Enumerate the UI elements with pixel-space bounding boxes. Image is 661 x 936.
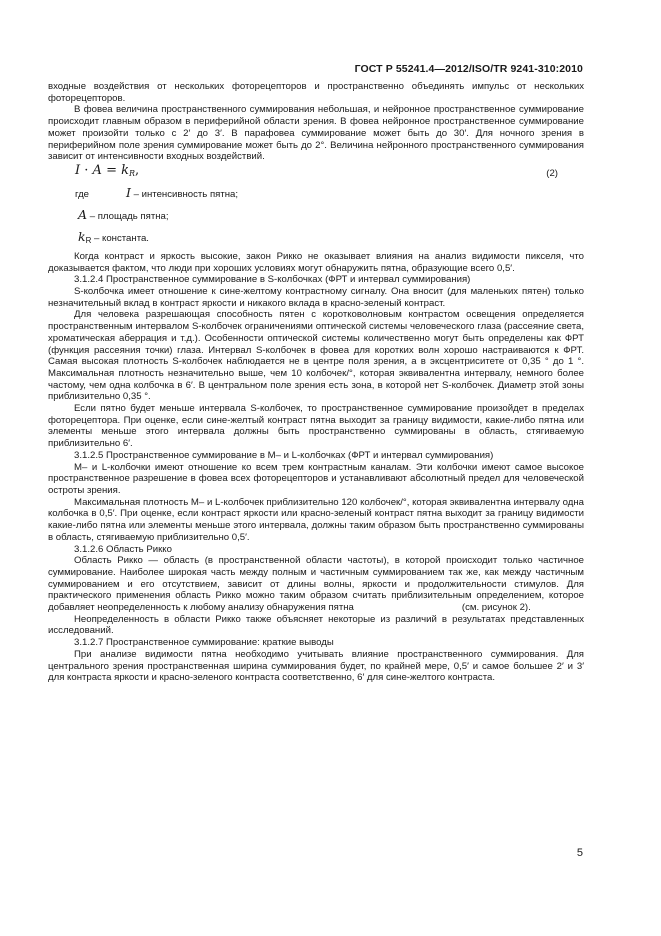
paragraph: Если пятно будет меньше интервала S-колбочек, то пространственное суммирование произойдет в пределах фоторецептора. При оценке, если сине-желтый контраст пятна выходит за границу видимости, какие-либо пятна или элементы меньше этого интервала должны быть пространственно суммированы в область, стягиваемую приблизительно 6′. xyxy=(48,403,584,450)
paragraph: Неопределенность в области Рикко также объясняет некоторые из различий в результатах представленных исследований. xyxy=(48,613,584,637)
where-label: где xyxy=(75,188,90,200)
paragraph: M– и L-колбочки имеют отношение ко всем трем контрастным каналам. Эти колбочки имеют самое высокое пространственное разрешение в фовеа всех фоторецепторов и устанавливают абсолютный предел для человеческой остроты зрения. xyxy=(48,461,584,496)
equation-formula: $I \cdot A = k_R$, xyxy=(75,162,140,178)
paragraph: S-колбочка имеет отношение к сине-желтому контрастному сигналу. Она вносит (для маленьких пятен) только незначительный вклад в контраст яркости и никакого вклада в красно-зеленый контраст. xyxy=(48,286,584,309)
equation-number: (2) xyxy=(546,167,558,179)
document-body xyxy=(48,81,584,684)
definition-constant: $k_R$ – константа. xyxy=(78,228,149,245)
equation-2 xyxy=(48,163,584,185)
definition-area: A – площадь пятна; xyxy=(78,206,169,222)
section-heading-3-1-2-4: 3.1.2.4 Пространственное суммирование в S-колбочках (ФРТ и интервал суммирования) xyxy=(74,274,471,286)
paragraph: Когда контраст и яркость высокие, закон Рикко не оказывает влияния на анализ видимости пикселя, что доказывается фактом, что люди при хороших условиях могут обнаружить пятна, образующие всего 0,5′. xyxy=(48,250,584,274)
section-heading-3-1-2-5: 3.1.2.5 Пространственное суммирование в M– и L-колбочках (ФРТ и интервал суммирования) xyxy=(74,449,494,461)
section-heading-3-1-2-7: 3.1.2.7 Пространственное суммирование: краткие выводы xyxy=(74,637,334,649)
document-header: ГОСТ Р 55241.4—2012/ISO/TR 9241-310:2010 xyxy=(354,63,583,75)
section-heading-3-1-2-6: 3.1.2.6 Область Рикко xyxy=(74,543,172,555)
page-number: 5 xyxy=(576,847,583,859)
paragraph: Область Рикко — область (в пространственной области частоты), в которой происходит только частичное суммирование. Наиболее широкая часть между полным и частичным суммированием так же, как между частичным суммированием и его отсутствием, зависит от длины волны, яркости и продолжительности стимулов. Для практического применения область Рикко можно таким образом считать приблизительным определением, которое добавляет неопределенность к любому анализу обнаружения пятна (см. рисунок 2). xyxy=(48,555,584,614)
paragraph: Максимальная плотность M– и L-колбочек приблизительно 120 колбочек/°, которая эквивалентна интервалу одна колбочка в 0,5′. При оценке, если контраст яркости или красно-зеленый контраст пятна выходит за границу видимости какие-либо пятна или элементы меньше этого интервала, должны таким образом быть пространственно суммированы в область, стягиваемую приблизительно 0,5′. xyxy=(48,496,584,543)
paragraph: При анализе видимости пятна необходимо учитывать влияние пространственного суммирования. Для центрального зрения пространственная ширина суммирования будет, по крайней мере, 0,5′ и самое большее 2′ и 3′ для контраста яркости и красно-зеленого контраста соответственно, 6′ для сине-желтого контраста. xyxy=(48,648,584,684)
paragraph: Для человека разрешающая способность пятен с коротковолновым контрастом освещения определяется пространственным интервалом S-колбочек ограничениями оптической системы человеческого глаза (рассеяние света, хроматическая аберрация и т.д.). Особенности оптической системы количественно могут быть определены как ФРТ (функция рассеяния точки) глаза. Интервал S-колбочек в фовеа для коротких волн хорошо настраиваются к ФРТ. Самая высокая плотность S-колбочек наблюдается не в центре поля зрения, а в эксцентриситете от 0,35 ° до 1 °. Максимальная плотность незначительно выше, чем 10 колбочек/°, которая эквивалентна интервалу, немного более частому, чем одна колбочка в 6′. В центральном поле зрения есть зона, в которой нет S-колбочек. Диаметр этой зоны приблизительно 0,35 °. xyxy=(48,309,584,403)
paragraph: В фовеа величина пространственного суммирования небольшая, и нейронное пространственное суммирование происходит главным образом в периферийной области зрения. В фовеа нейронное пространственное суммирование может произойти только с 2′ до 3′. В парафовеа суммирование может быть до 30′. Для ночного зрения в периферийном поле зрения суммирование может быть до 2°. Величина нейронного пространственного суммирования зависит от интенсивности входных воздействий. xyxy=(48,104,584,163)
figure-reference: (см. рисунок 2). xyxy=(461,602,531,614)
definition-intensity: где I – интенсивность пятна; xyxy=(75,184,239,200)
paragraph: входные воздействия от нескольких фоторецепторов и пространственно объединять импульс от нескольких фоторецепторов. xyxy=(48,81,584,104)
